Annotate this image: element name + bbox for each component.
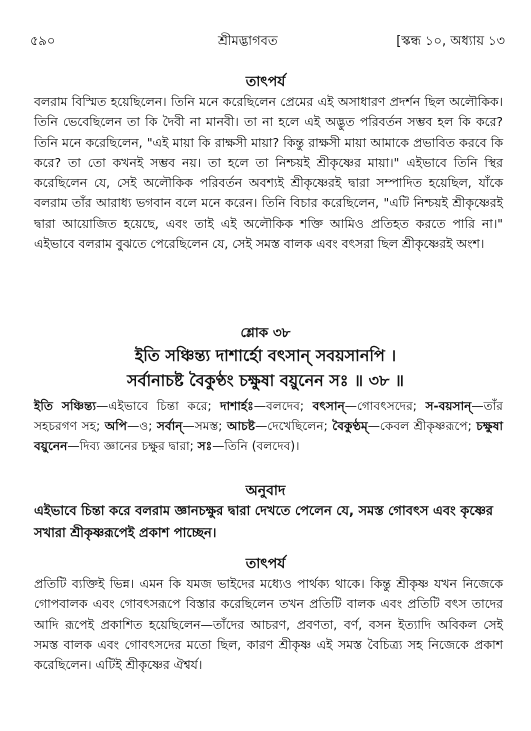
synonym-meaning: —গোবৎসদের; <box>344 399 426 413</box>
synonym-term: বৎসান্ <box>312 399 345 413</box>
synonym-term: সর্বান্ <box>156 419 183 434</box>
synonym-meaning: —তিনি (বলদেব)। <box>212 439 300 454</box>
synonym-meaning: —বলদেব; <box>253 399 313 413</box>
purport-heading-2: তাৎপর্য <box>245 556 286 572</box>
purport-paragraph: বলরাম বিস্মিত হয়েছিলেন। তিনি মনে করেছিলেন প্রেমের এই অসাধারণ প্রদর্শন ছিল অলৌকিক। তিনি ভেবেছিলেন তা কি দৈবী না মানবী। তা না হলে এই অদ্ভুত পরিবর্তন সম্ভব হল কি করে? তিনি মনে করেছিলেন, "এই মায়া কি রাক্ষসী মায়া? কিন্তু রাক্ষসী মায়া আমাকে প্রভাবিত করবে কি করে? তা তো কখনই সম্ভব নয়। তা হলে তা নিশ্চয়ই শ্রীকৃষ্ণের মায়া।" এইভাবে তিনি স্থির করেছিলেন যে, সেই অলৌকিক পরিবর্তন অবশ্যই শ্রীকৃষ্ণেরই দ্বারা সম্পাদিত হয়েছিল, যাঁকে বলরাম তাঁর আরাধ্য ভগবান বলে মনে করেন। তিনি বিচার করেছিলেন, "এটি নিশ্চয়ই শ্রীকৃষ্ণেরই দ্বারা আয়োজিত হয়েছে, এবং তাই এই অলৌকিক শক্তি আমিও প্রতিহত করতে পারি না।" এইভাবে বলরাম বুঝতে পেরেছিলেন যে, সেই সমস্ত বালক এবং বৎসরা ছিল শ্রীকৃষ্ণেরই অংশ। <box>34 94 503 252</box>
translation-text: এইভাবে চিন্তা করে বলরাম জ্ঞানচক্ষুর দ্বারা দেখতে পেলেন যে, সমস্ত গোবৎস এবং কৃষ্ণের সখারা শ্রীকৃষ্ণরূপেই প্রকাশ পাচ্ছেন। <box>34 504 494 541</box>
page-number: ৫৯০ <box>30 34 56 49</box>
synonym-meaning: —এইভাবে চিন্তা করে; <box>96 399 221 413</box>
synonym-term: স-বয়সান্ <box>425 399 472 413</box>
book-title: শ্রীমদ্ভাগবত <box>218 34 278 49</box>
synonym-term: বৈকুণ্ঠম্ <box>332 419 368 434</box>
synonym-term: সঃ <box>197 439 213 454</box>
verse-number: শ্লোক ৩৮ <box>240 325 291 341</box>
purport-heading: তাৎপর্য <box>245 74 286 90</box>
translation-heading: অনুবাদ <box>245 483 286 499</box>
synonym-meaning: —তাঁর সহচরগণ সহ; <box>34 399 503 434</box>
verse-line-1: ইতি সঞ্চিন্ত্য দাশার্হো বৎসান্ সবয়সানপি । <box>134 346 397 365</box>
synonym-meaning: —ও; <box>127 419 157 434</box>
page-header <box>30 32 505 52</box>
purport-paragraph-2: প্রতিটি ব্যক্তিই ভিন্ন। এমন কি যমজ ভাইদের মধ্যেও পার্থক্য থাকে। কিন্তু শ্রীকৃষ্ণ যখন নিজেকে গোপবালক এবং গোবৎসরূপে বিস্তার করেছিলেন তখন প্রতিটি বালক এবং প্রতিটি বৎস তাদের আদি রূপেই প্রকাশিত হয়েছিলেন—তাঁদের আচরণ, প্রবণতা, বর্ণ, বসন ইত্যাদি অবিকল সেই সমস্ত বালক এবং গোবৎসদের মতো ছিল, কারণ শ্রীকৃষ্ণ এই সমস্ত বৈচিত্র্য সহ নিজেকে প্রকাশ করেছিলেন। এটিই শ্রীকৃষ্ণের ঐশ্বর্য। <box>34 576 503 673</box>
chapter-reference: [স্কন্ধ ১০, অধ্যায় ১৩ <box>396 34 505 49</box>
synonym-meaning: —সমস্ত; <box>182 419 227 434</box>
synonym-meaning: —দিব্য জ্ঞানের চক্ষুর দ্বারা; <box>67 439 198 454</box>
synonym-term: দাশার্হঃ <box>220 399 254 413</box>
synonym-term: চক্ষুষা বয়ুনেন <box>34 419 503 454</box>
synonym-meaning: —দেখেছিলেন; <box>255 419 333 434</box>
verse-line-2: সর্বানাচষ্ট বৈকুণ্ঠং চক্ষুষা বয়ুনেন সঃ ॥ ৩৮ ॥ <box>127 371 404 390</box>
word-for-word-synonyms <box>34 396 503 457</box>
synonym-meaning: —কেবল শ্রীকৃষ্ণরূপে; <box>367 419 477 434</box>
synonym-term: আচষ্ট <box>226 419 256 434</box>
synonym-term: ইতি সঞ্চিন্ত্য <box>34 399 97 413</box>
synonym-term: অপি <box>104 419 128 434</box>
